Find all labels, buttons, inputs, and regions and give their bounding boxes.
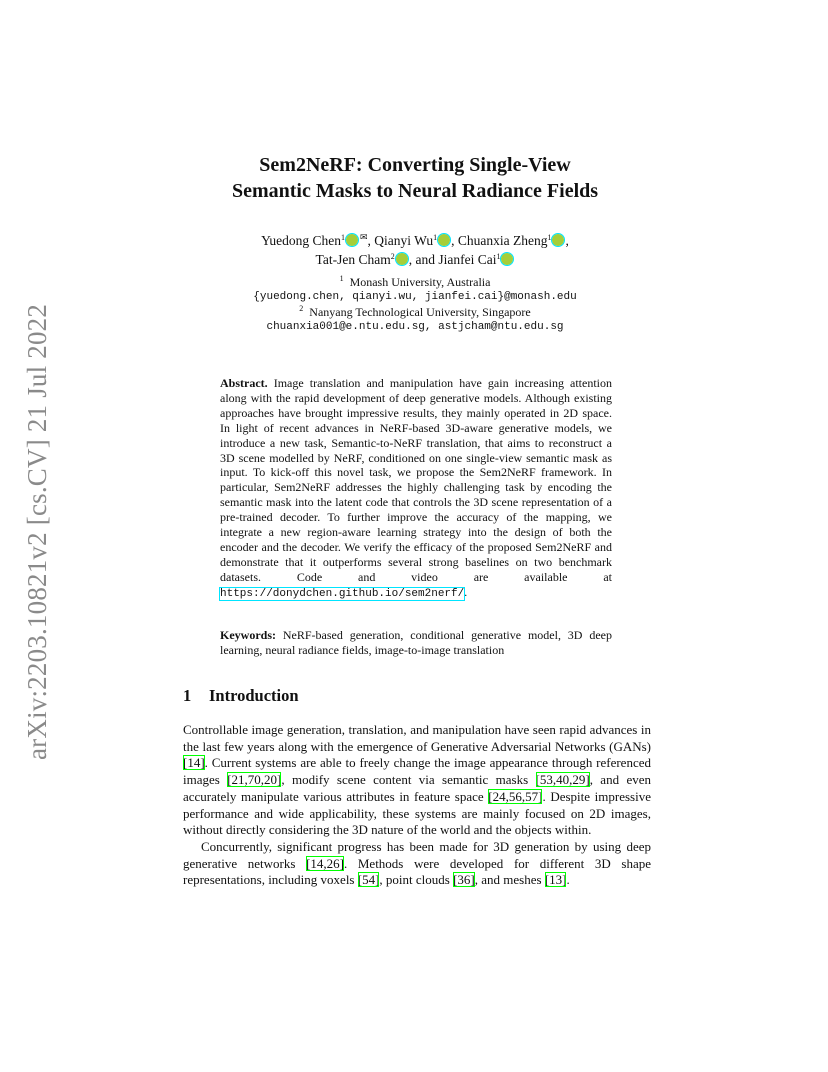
arxiv-stamp: arXiv:2203.10821v2 [cs.CV] 21 Jul 2022 bbox=[22, 303, 52, 760]
affil-name: Nanyang Technological University, Singapore bbox=[309, 305, 531, 319]
citation-link[interactable]: [21,70,20] bbox=[227, 772, 282, 788]
affiliation-2 bbox=[150, 305, 680, 320]
abstract bbox=[220, 376, 612, 602]
text: . Despite impressive performance and wide applicability, these systems are mainly focused on 2D images, without directly considering the 3D nature of the world and the objects within. bbox=[183, 788, 651, 838]
text: . Current systems are able to freely change the image appearance through referenced images bbox=[183, 755, 651, 788]
orcid-icon[interactable] bbox=[438, 234, 450, 246]
text: Controllable image generation, translation, and manipulation have seen rapid advances in the last few years along with the emergence of Generative Adversarial Networks (GANs) bbox=[183, 722, 651, 754]
section-title: Introduction bbox=[209, 686, 299, 705]
text: , and meshes bbox=[474, 872, 545, 888]
text: , point clouds bbox=[379, 872, 454, 888]
comma: , bbox=[408, 252, 413, 267]
affiliations bbox=[150, 275, 680, 335]
author-name: Qianyi Wu bbox=[374, 233, 434, 248]
paragraph-2 bbox=[183, 839, 651, 889]
text: . Methods were developed for different 3D shape representations, including voxels bbox=[183, 855, 651, 888]
author-affil-sup: 1 bbox=[496, 252, 501, 261]
affil-name: Monash University, Australia bbox=[349, 275, 491, 289]
comma: , bbox=[451, 233, 455, 248]
author-affil-sup: 1 bbox=[341, 233, 345, 242]
paper-title bbox=[150, 152, 680, 204]
keywords-label: Keywords: bbox=[220, 628, 276, 642]
abstract-label: Abstract. bbox=[220, 376, 268, 390]
citation-link[interactable]: [36] bbox=[453, 872, 475, 888]
keywords-text: NeRF-based generation, conditional generative model, 3D deep learning, neural radiance fields, image-to-image translation bbox=[220, 628, 612, 657]
orcid-icon[interactable] bbox=[552, 234, 564, 246]
title-line-1: Sem2NeRF: Converting Single-View bbox=[259, 154, 571, 176]
affil-sup: 2 bbox=[299, 304, 304, 313]
author-list bbox=[150, 228, 680, 269]
text: . bbox=[566, 872, 570, 888]
orcid-icon[interactable] bbox=[501, 253, 513, 265]
comma: , bbox=[565, 233, 569, 248]
author-name: Yuedong Chen bbox=[261, 233, 341, 248]
affil-sup: 1 bbox=[339, 274, 344, 283]
author-line-1 bbox=[150, 228, 680, 250]
citation-link[interactable]: [54] bbox=[357, 872, 380, 888]
affiliation-2-email: chuanxia001@e.ntu.edu.sg, astjcham@ntu.edu.sg bbox=[266, 321, 564, 333]
citation-link[interactable]: [24,56,57] bbox=[488, 788, 543, 804]
author-name: Tat-Jen Cham bbox=[315, 252, 391, 267]
author-name: Jianfei Cai bbox=[438, 252, 497, 267]
author-affil-sup: 1 bbox=[547, 233, 552, 242]
author-name: Chuanxia Zheng bbox=[457, 233, 548, 248]
paragraph-1 bbox=[183, 722, 651, 839]
body-text bbox=[183, 722, 651, 889]
citation-link[interactable]: [14] bbox=[183, 755, 205, 771]
citation-link[interactable]: [14,26] bbox=[306, 855, 344, 871]
orcid-icon[interactable] bbox=[346, 234, 358, 246]
author-affil-sup: 2 bbox=[390, 252, 395, 261]
period: . bbox=[464, 584, 468, 599]
text: Concurrently, significant progress has been made for 3D generation by using deep generative networks bbox=[183, 838, 651, 871]
text: , and even accurately manipulate various attributes in feature space bbox=[183, 772, 651, 804]
affiliation-1-email: {yuedong.chen, qianyi.wu, jianfei.cai}@monash.edu bbox=[253, 291, 577, 303]
envelope-icon: ✉ bbox=[360, 232, 368, 242]
orcid-icon[interactable] bbox=[396, 253, 408, 265]
text: , modify scene content via semantic masks bbox=[281, 772, 536, 788]
abstract-text: Image translation and manipulation have gain increasing attention along with the rapid development of deep generative models. Although existing approaches have brought impressive results, they mainly operated in 2D space. In light of recent advances in NeRF-based 3D-aware generative models, we introduce a new task, Semantic-to-NeRF translation, that aims to reconstruct a 3D scene modelled by NeRF, conditioned on one single-view semantic mask as input. To kick-off this novel task, we propose the Sem2NeRF framework. In particular, Sem2NeRF addresses the highly challenging task by encoding the semantic mask into the latent code that controls the 3D scene representation of a pre-trained decoder. To further improve the accuracy of the mapping, we integrate a new region-aware learning strategy into the design of both the encoder and the decoder. We verify the efficacy of the proposed Sem2NeRF and demonstrate that it outperforms several strong baselines on two benchmark datasets. Code and video are available at bbox=[220, 376, 612, 584]
section-heading bbox=[183, 686, 299, 706]
project-url-link[interactable]: https://donydchen.github.io/sem2nerf/ bbox=[220, 587, 465, 600]
keywords bbox=[220, 628, 612, 658]
comma: , bbox=[367, 233, 371, 248]
section-number: 1 bbox=[183, 686, 192, 705]
title-line-2: Semantic Masks to Neural Radiance Fields bbox=[231, 180, 599, 202]
citation-link[interactable]: [53,40,29] bbox=[535, 772, 590, 788]
citation-link[interactable]: [13] bbox=[544, 872, 567, 888]
author-affil-sup: 1 bbox=[433, 233, 438, 242]
affiliation-1 bbox=[150, 275, 680, 290]
and-word: and bbox=[415, 252, 435, 267]
author-line-2 bbox=[150, 250, 680, 269]
